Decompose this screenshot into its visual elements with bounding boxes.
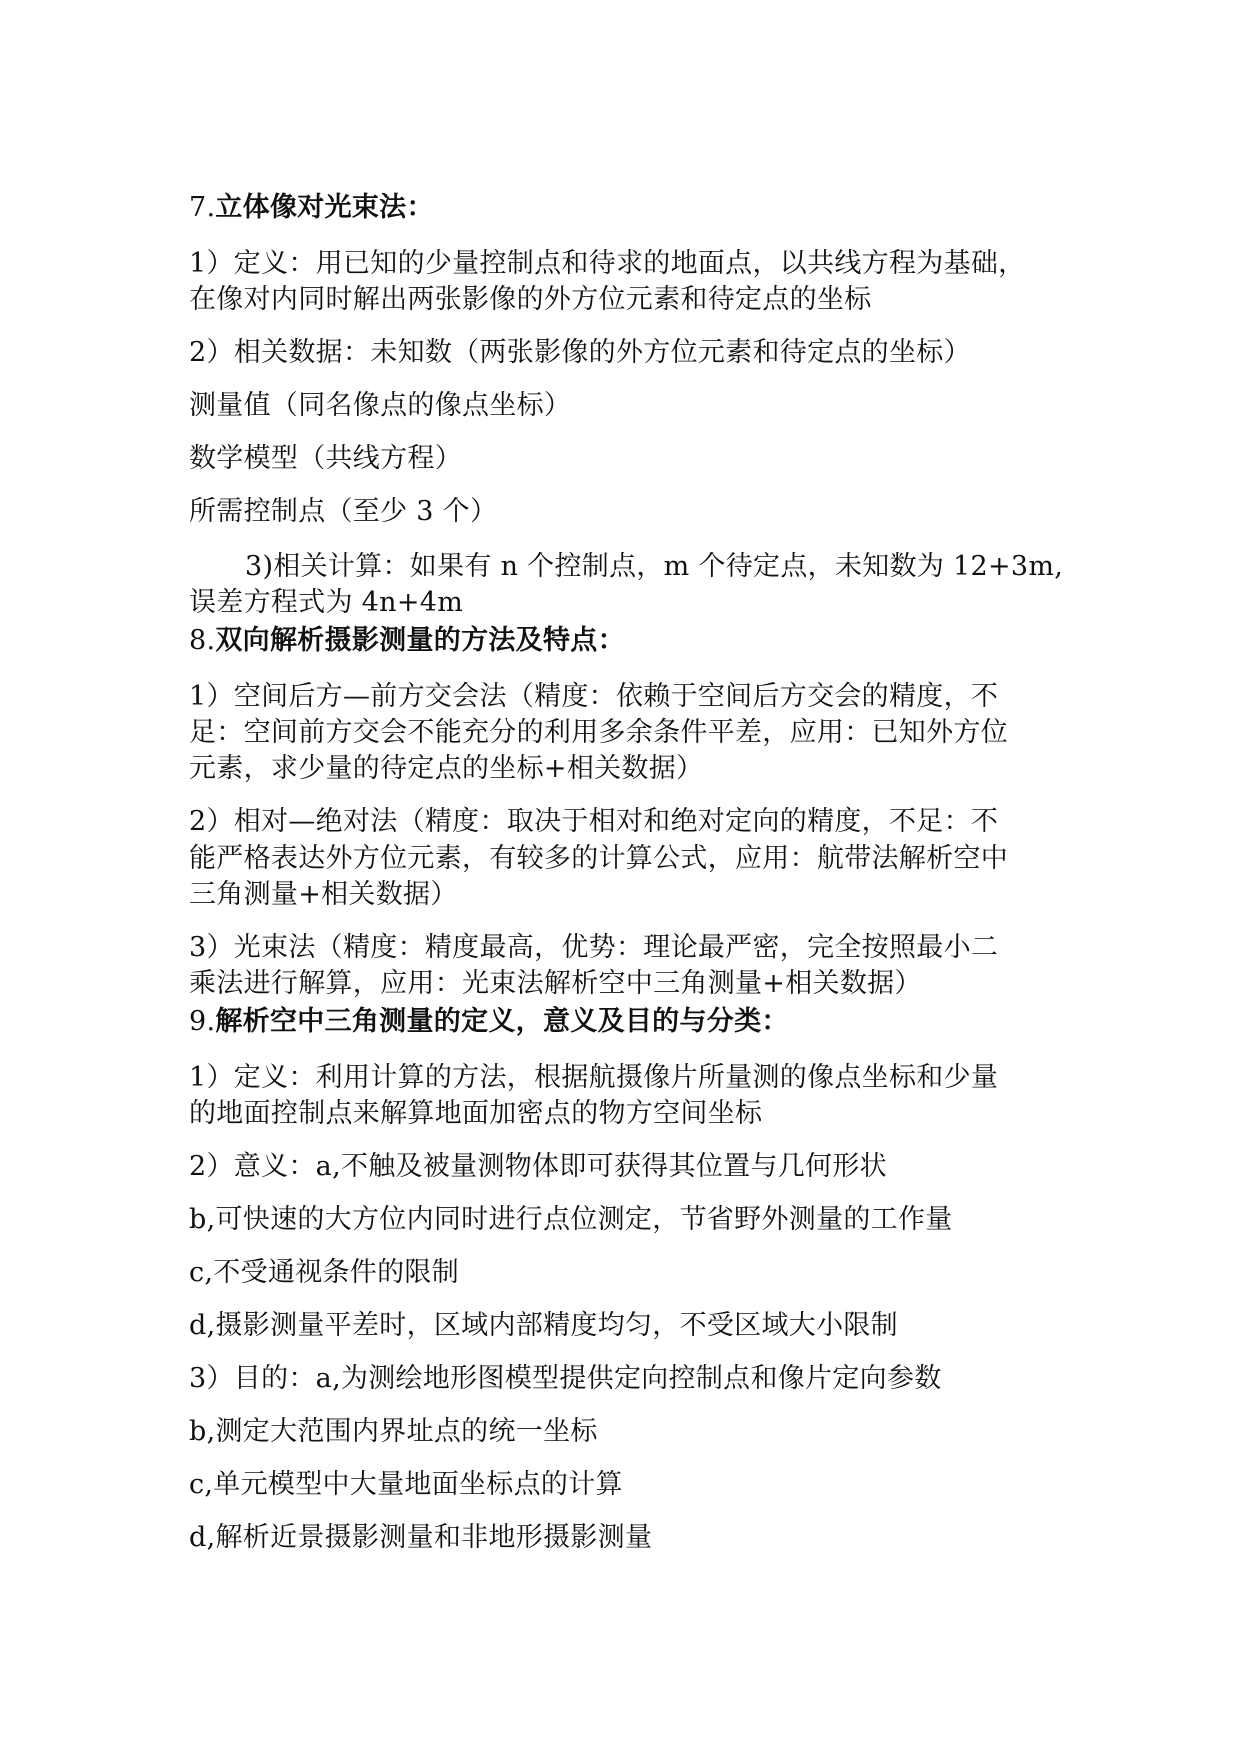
- text-line: 1）定义：用已知的少量控制点和待求的地面点，以共线方程为基础，: [189, 248, 1026, 279]
- section-title: 双向解析摄影测量的方法及特点：: [215, 625, 625, 656]
- text-line: 数学模型（共线方程）: [189, 443, 462, 474]
- text-line: 2）相关数据：未知数（两张影像的外方位元素和待定点的坐标）: [189, 337, 971, 368]
- text-line: 1）空间后方—前方交会法（精度：依赖于空间后方交会的精度，不: [189, 681, 999, 712]
- section-number: 7.: [189, 192, 216, 223]
- text-line: 的地面控制点来解算地面加密点的物方空间坐标: [189, 1098, 763, 1129]
- text-line: b,测定大范围内界址点的统一坐标: [189, 1416, 598, 1447]
- text-line: d,解析近景摄影测量和非地形摄影测量: [189, 1522, 653, 1553]
- text-line: 元素，求少量的待定点的坐标+相关数据）: [189, 753, 704, 784]
- text-line: 误差方程式为 4n+4m: [189, 587, 464, 618]
- section-7-heading: [189, 191, 434, 225]
- text-line: 在像对内同时解出两张影像的外方位元素和待定点的坐标: [189, 284, 872, 315]
- section-number: 9.: [189, 1006, 216, 1037]
- text-line: 2）意义：a,不触及被量测物体即可获得其位置与几何形状: [189, 1151, 887, 1182]
- section-title: 立体像对光束法：: [215, 192, 434, 223]
- text-line: 测量值（同名像点的像点坐标）: [189, 390, 572, 421]
- text-line: 三角测量+相关数据）: [189, 879, 458, 910]
- text-line: 足：空间前方交会不能充分的利用多余条件平差，应用：已知外方位: [189, 717, 1008, 748]
- text-line: b,可快速的大方位内同时进行点位测定，节省野外测量的工作量: [189, 1204, 953, 1235]
- text-line: 所需控制点（至少 3 个）: [189, 496, 498, 527]
- text-line: 1）定义：利用计算的方法，根据航摄像片所量测的像点坐标和少量: [189, 1062, 999, 1093]
- text-line: c,单元模型中大量地面坐标点的计算: [189, 1469, 623, 1500]
- text-line: 能严格表达外方位元素，有较多的计算公式，应用：航带法解析空中: [189, 843, 1008, 874]
- text-line: 2）相对—绝对法（精度：取决于相对和绝对定向的精度，不足：不: [189, 806, 999, 837]
- text-line: d,摄影测量平差时，区域内部精度均匀，不受区域大小限制: [189, 1310, 898, 1341]
- text-line: 3)相关计算：如果有 n 个控制点，m 个待定点，未知数为 12+3m,: [245, 551, 1064, 582]
- text-line: 3）光束法（精度：精度最高，优势：理论最严密，完全按照最小二: [189, 932, 999, 963]
- text-line: 乘法进行解算，应用：光束法解析空中三角测量+相关数据）: [189, 968, 922, 999]
- section-9-heading: [189, 1005, 789, 1039]
- section-title: 解析空中三角测量的定义，意义及目的与分类：: [215, 1006, 789, 1037]
- section-number: 8.: [189, 625, 216, 656]
- section-8-heading: [189, 624, 625, 658]
- text-line: 3）目的：a,为测绘地形图模型提供定向控制点和像片定向参数: [189, 1363, 942, 1394]
- text-line: c,不受通视条件的限制: [189, 1257, 460, 1288]
